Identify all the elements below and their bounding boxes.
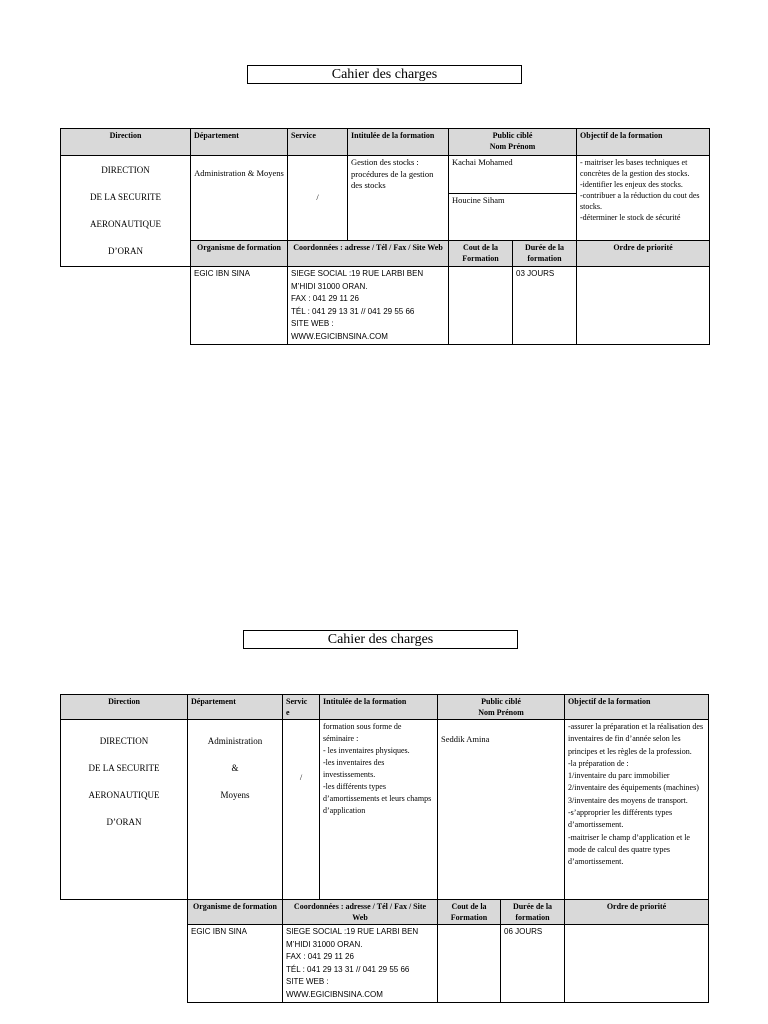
doc2-departement-line: & [231,763,239,773]
doc1-departement: Administration & Moyens [191,156,288,241]
doc2-departement-line: Moyens [220,790,250,800]
doc2-empty-cell [61,900,188,925]
doc2-intitulee: formation sous forme de séminaire : - les inventaires physiques. -les inventaires des investissements. -les différents types d’amortissements et leurs champs d’application [320,720,438,900]
doc2-departement-line: Administration [207,736,263,746]
doc1-header-intitulee: Intitulée de la formation [348,129,449,156]
doc1-direction-cell [61,156,191,267]
doc2-header-public: Public ciblé Nom Prénom [438,695,565,720]
doc2-ordre [565,925,709,1003]
doc2-public-person: Seddik Amina [438,720,565,900]
doc2-header-duree: Durée de la formation [501,900,565,925]
doc2-header-objectif: Objectif de la formation [565,695,709,720]
doc2-direction-line: DIRECTION [99,736,149,746]
doc2-objectif: -assurer la préparation et la réalisation des inventaires de fin d’année selon les principes et les règles de la profession. -la préparation de : 1/inventaire du parc immobilier 2/inventaire des équipements (machines) 3/inventaire des moyens de transport. -s’approprier les différents types d’amortissement. -maitriser le champ d’application et le mode de calcul des quatre types d’amortissement. [565,720,709,900]
doc1-direction-line: DIRECTION [101,165,150,175]
doc1-header-departement: Département [191,129,288,156]
doc1-header-direction: Direction [61,129,191,156]
doc1-title: Cahier des charges [247,65,522,84]
doc2-header-intitulee: Intitulée de la formation [320,695,438,720]
doc1-organisme: EGIC IBN SINA [191,267,288,345]
doc1-header-coordonnees: Coordonnées : adresse / Tél / Fax / Site Web [288,240,449,266]
doc1-direction-line: D’ORAN [108,246,143,256]
doc2-organisme: EGIC IBN SINA [188,925,283,1003]
doc2-header-cout: Cout de la Formation [438,900,501,925]
doc2-empty-cell [61,925,188,1003]
doc1-header-service: Service [288,129,348,156]
doc1-cout [449,267,513,345]
doc2-coordonnees: SIEGE SOCIAL :19 RUE LARBI BEN M’HIDI 31000 ORAN. FAX : 041 29 11 26 TÉL : 041 29 13 31 // 041 29 55 66 SITE WEB : WWW.EGICIBNSINA.COM [283,925,438,1003]
doc2-header-direction: Direction [61,695,188,720]
doc2-header-ordre: Ordre de priorité [565,900,709,925]
doc1-direction-line: AERONAUTIQUE [90,219,161,229]
doc1-ordre [577,267,710,345]
doc2-table [60,694,709,1003]
doc1-header-duree: Durée de la formation [513,240,577,266]
doc2-departement-cell [188,720,283,900]
doc2-cout [438,925,501,1003]
doc1-header-ordre: Ordre de priorité [577,240,710,266]
doc2-header-coordonnees: Coordonnées : adresse / Tél / Fax / Site Web [283,900,438,925]
doc1-table [60,128,710,345]
doc1-public-person: Houcine Siham [449,193,577,240]
doc1-duree: 03 JOURS [513,267,577,345]
doc1-header-objectif: Objectif de la formation [577,129,710,156]
doc1-empty-cell [61,267,191,345]
doc1-intitulee: Gestion des stocks : procédures de la gestion des stocks [348,156,449,241]
doc2-service: / [283,720,320,900]
doc2-header-departement: Département [188,695,283,720]
doc1-header-cout: Cout de la Formation [449,240,513,266]
doc1-header-organisme: Organisme de formation [191,240,288,266]
doc2-duree: 06 JOURS [501,925,565,1003]
doc1-coordonnees: SIEGE SOCIAL :19 RUE LARBI BEN M’HIDI 31000 ORAN. FAX : 041 29 11 26 TÉL : 041 29 13 31 // 041 29 55 66 SITE WEB : WWW.EGICIBNSINA.COM [288,267,449,345]
doc1-objectif: - maitriser les bases techniques et concrètes de la gestion des stocks. -identifier les enjeux des stocks. -contribuer a la réduction du cout des stocks. -déterminer le stock de sécurité [577,156,710,241]
doc2-direction-line: DE LA SECURITE [88,763,160,773]
doc2-header-service: Servic e [283,695,320,720]
doc1-public-person: Kachai Mohamed [449,156,577,194]
doc2-direction-cell [61,720,188,900]
doc2-direction-line: D’ORAN [106,817,142,827]
doc2-header-organisme: Organisme de formation [188,900,283,925]
doc1-header-public: Public ciblé Nom Prénom [449,129,577,156]
doc1-service: / [288,156,348,241]
doc2-direction-line: AERONAUTIQUE [88,790,160,800]
doc1-direction-line: DE LA SECURITE [90,192,161,202]
doc2-title: Cahier des charges [243,630,518,649]
